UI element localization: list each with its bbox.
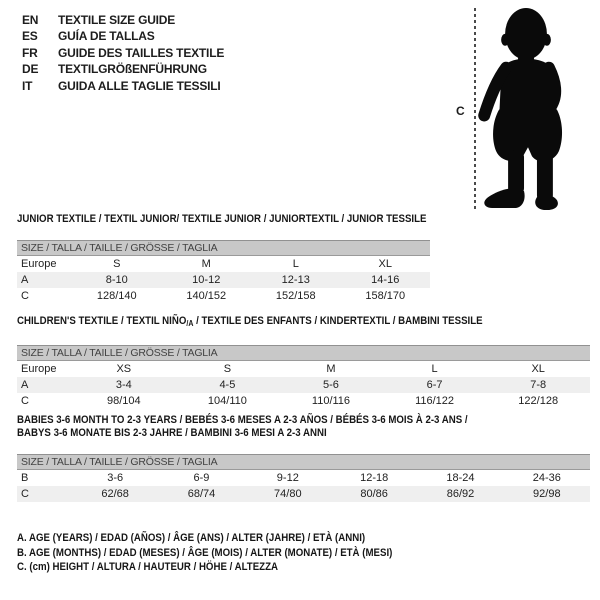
section-junior-textile (17, 213, 430, 304)
size-cell: L (292, 257, 299, 270)
size-cell: 68/74 (187, 488, 216, 500)
language-label: TEXTILE SIZE GUIDE (58, 13, 176, 27)
row-label: C (21, 394, 29, 407)
size-cell: 14-16 (371, 273, 400, 286)
table-row (17, 361, 590, 377)
language-row (22, 12, 224, 28)
size-header-bar: SIZE / TALLA / TAILLE / GRÖSSE / TAGLIA (17, 240, 430, 256)
size-cell: 12-13 (281, 273, 310, 286)
row-label: Europe (21, 257, 57, 270)
size-cell: 24-36 (532, 472, 561, 484)
table-row (17, 470, 590, 486)
row-label: C (21, 488, 29, 500)
size-cell: 86/92 (446, 488, 475, 500)
row-label: A (21, 378, 29, 391)
size-cell: M (326, 362, 336, 375)
section-babies-textile (17, 414, 590, 502)
size-cell: 6-9 (193, 472, 210, 484)
table-row (17, 377, 590, 393)
size-header-bar: SIZE / TALLA / TAILLE / GRÖSSE / TAGLIA (17, 345, 590, 361)
language-row (22, 45, 224, 61)
size-cell: 80/86 (360, 488, 388, 500)
section-title (17, 315, 521, 331)
language-code: ES (22, 29, 38, 44)
section-title-line1: BABIES 3-6 MONTH TO 2-3 YEARS / BEBÉS 3-6 MESES A 2-3 AÑOS / BÉBÉS 3-6 MOIS À 2-3 ANS / (17, 414, 468, 426)
size-cell: 140/152 (186, 289, 227, 302)
title-subscript: /A (186, 319, 194, 328)
size-cell: 18-24 (446, 472, 475, 484)
section-childrens-textile (17, 315, 590, 409)
size-cell: 128/140 (96, 289, 137, 302)
row-label: A (21, 273, 29, 286)
size-cell: S (113, 257, 121, 270)
size-table-babies (17, 470, 590, 502)
table-row (17, 272, 430, 288)
language-code: DE (22, 62, 39, 77)
size-cell: 158/170 (365, 289, 406, 302)
size-cell: 62/68 (101, 488, 129, 500)
size-cell: XL (378, 257, 392, 270)
size-cell: 116/122 (415, 394, 455, 407)
row-label: Europe (21, 362, 57, 375)
size-header-bar: SIZE / TALLA / TAILLE / GRÖSSE / TAGLIA (17, 454, 590, 470)
row-label: C (21, 289, 29, 302)
size-cell: 122/128 (518, 394, 559, 407)
size-cell: XL (531, 362, 545, 375)
baby-silhouette (478, 6, 578, 210)
height-measure-line (474, 8, 476, 210)
size-cell: 98/104 (106, 394, 141, 407)
table-row (17, 486, 590, 502)
language-code: IT (22, 78, 33, 93)
language-list (22, 12, 224, 94)
size-cell: L (431, 362, 438, 375)
size-cell: 12-18 (360, 472, 389, 484)
size-cell: 9-12 (276, 472, 299, 484)
language-row (22, 28, 224, 44)
language-label: GUIDA ALLE TAGLIE TESSILI (58, 78, 221, 93)
language-label: GUIDE DES TAILLES TEXTILE (58, 45, 225, 60)
title-text: / TEXTILE DES ENFANTS / KINDERTEXTIL / BAMBINI TESSILE (193, 315, 483, 327)
legend-line-c: C. (cm) HEIGHT / ALTURA / HAUTEUR / HÖHE / ALTEZZA (17, 561, 279, 573)
size-cell: 74/80 (274, 488, 302, 500)
size-cell: 104/110 (207, 394, 247, 407)
size-cell: 3-6 (107, 472, 124, 484)
table-row (17, 288, 430, 304)
language-code: FR (22, 45, 38, 60)
size-cell: 7-8 (530, 378, 547, 391)
height-measure-label: C (456, 104, 465, 118)
size-cell: 152/158 (275, 289, 316, 302)
table-row (17, 256, 430, 272)
size-cell: 6-7 (426, 378, 443, 391)
title-text: CHILDREN'S TEXTILE / TEXTIL NIÑO (17, 315, 187, 327)
size-cell: 5-6 (323, 378, 339, 391)
section-title-line2: BABYS 3-6 MONATE BIS 2-3 JAHRE / BAMBINI 3-6 MESI A 2-3 ANNI (17, 426, 327, 439)
section-title: JUNIOR TEXTILE / TEXTIL JUNIOR/ TEXTILE JUNIOR / JUNIORTEXTIL / JUNIOR TESSILE (17, 213, 427, 225)
size-cell: 92/98 (533, 488, 561, 500)
size-cell: 3-4 (115, 378, 132, 391)
language-label: GUÍA DE TALLAS (58, 29, 155, 44)
size-cell: 8-10 (105, 273, 128, 286)
table-row (17, 393, 590, 409)
legend (17, 531, 444, 575)
language-row (22, 78, 224, 94)
legend-line-a: A. AGE (YEARS) / EDAD (AÑOS) / ÂGE (ANS) / ALTER (JAHRE) / ETÀ (ANNI) (17, 532, 366, 544)
legend-line-b: B. AGE (MONTHS) / EDAD (MESES) / ÂGE (MOIS) / ALTER (MONATE) / ETÀ (MESI) (17, 546, 393, 559)
size-cell: 110/116 (311, 394, 351, 407)
language-row (22, 61, 224, 77)
size-cell: S (223, 362, 232, 375)
size-table-children (17, 361, 590, 409)
language-label: TEXTILGRÖßENFÜHRUNG (58, 62, 207, 77)
size-cell: 4-5 (219, 378, 236, 391)
language-code: EN (22, 13, 39, 27)
row-label: B (21, 472, 29, 484)
size-cell: XS (116, 362, 132, 375)
size-table-junior (17, 256, 430, 304)
size-cell: M (201, 257, 211, 270)
size-cell: 10-12 (192, 273, 221, 286)
